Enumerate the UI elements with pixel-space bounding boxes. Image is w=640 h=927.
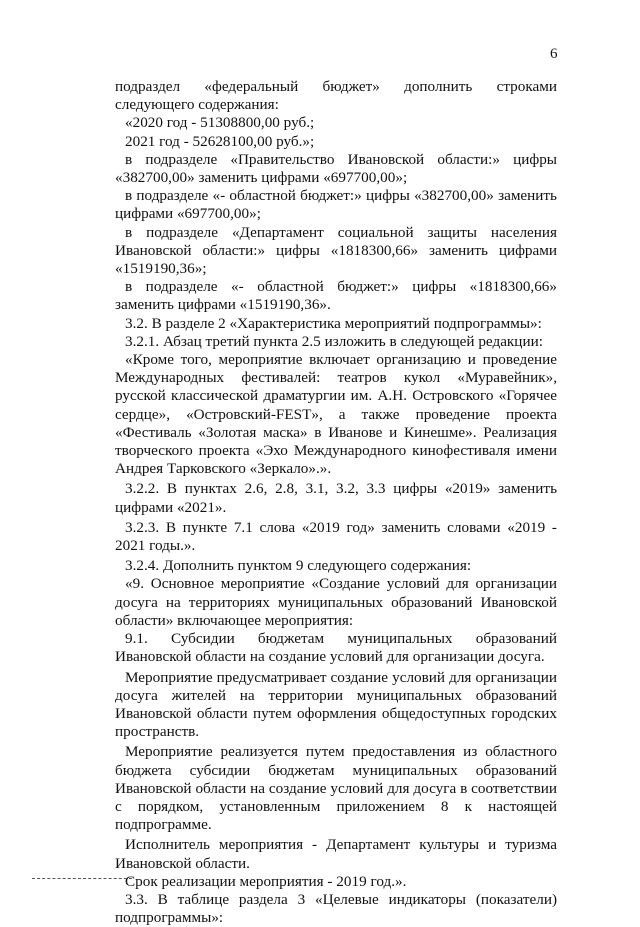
paragraph-3-2-4: 3.2.4. Дополнить пунктом 9 следующего содержания: (125, 557, 472, 575)
paragraph-event-implemented: Мероприятие реализуется путем предоставления из областного бюджета субсидии бюджетам муниципальных образований Ивановской области на создание условий для досуга в соответствии с порядком, установленным приложением 8 к настоящей подпрограмме. (115, 743, 557, 834)
paragraph-3-2: 3.2. В разделе 2 «Характеристика мероприятий подпрограммы»: (125, 314, 542, 332)
paragraph-3-2-1: 3.2.1. Абзац третий пункта 2.5 изложить в следующей редакции: (125, 332, 543, 350)
paragraph-2020: «2020 год - 51308800,00 руб.; (125, 114, 315, 132)
paragraph-deadline: Срок реализации мероприятия - 2019 год.». (125, 872, 407, 890)
paragraph-main-event: «9. Основное мероприятие «Создание условий для организации досуга на территориях муниципальных образований Ивановской области» включающее мероприятия: (115, 575, 557, 629)
footer-rule (32, 878, 132, 879)
paragraph-regional-budget-2: в подразделе «- областной бюджет:» цифры «1818300,66» заменить цифрами «1519190,36». (115, 278, 557, 314)
paragraph-executor: Исполнитель мероприятия - Департамент культуры и туризма Ивановской области. (115, 836, 557, 872)
paragraph-government: в подразделе «Правительство Ивановской области:» цифры «382700,00» заменить цифрами «697700,00»; (115, 150, 557, 187)
paragraph-event-provides: Мероприятие предусматривает создание условий для организации досуга жителей на территории муниципальных образований Ивановской области путем оформления общедоступных городских пространств. (115, 668, 557, 741)
paragraph-festivals: «Кроме того, мероприятие включает организацию и проведение Международных фестивалей: театров кукол «Муравейник», русской классической драматургии им. А.Н. Островского «Горячее сердце», «Островский-FEST», а также проведение проекта «Фестиваль «Золотая маска» в Иванове и Кинешме». Реализация творческого проекта «Эхо Международного кинофестиваля имени Андрея Тарковского «Зеркало».». (115, 351, 557, 478)
paragraph-3-3: 3.3. В таблице раздела 3 «Целевые индикаторы (показатели) подпрограммы»: (115, 890, 557, 927)
paragraph-3-2-3: 3.2.3. В пункте 7.1 слова «2019 год» заменить словами «2019 - 2021 годы.». (115, 518, 557, 555)
paragraph-2021: 2021 год - 52628100,00 руб.»; (125, 132, 315, 150)
paragraph-federal-budget: подраздел «федеральный бюджет» дополнить строками следующего содержания: (115, 78, 557, 114)
page-number: 6 (550, 46, 558, 62)
paragraph-3-2-2: 3.2.2. В пунктах 2.6, 2.8, 3.1, 3.2, 3.3 цифры «2019» заменить цифрами «2021». (115, 480, 557, 516)
paragraph-regional-budget-1: в подразделе «- областной бюджет:» цифры «382700,00» заменить цифрами «697700,00»; (115, 187, 557, 223)
paragraph-social-dept: в подразделе «Департамент социальной защиты населения Ивановской области:» цифры «1818300,66» заменить цифрами «1519190,36»; (115, 223, 557, 278)
paragraph-9-1: 9.1. Субсидии бюджетам муниципальных образований Ивановской области на создание условий для организации досуга. (115, 630, 557, 666)
document-body (115, 78, 557, 927)
